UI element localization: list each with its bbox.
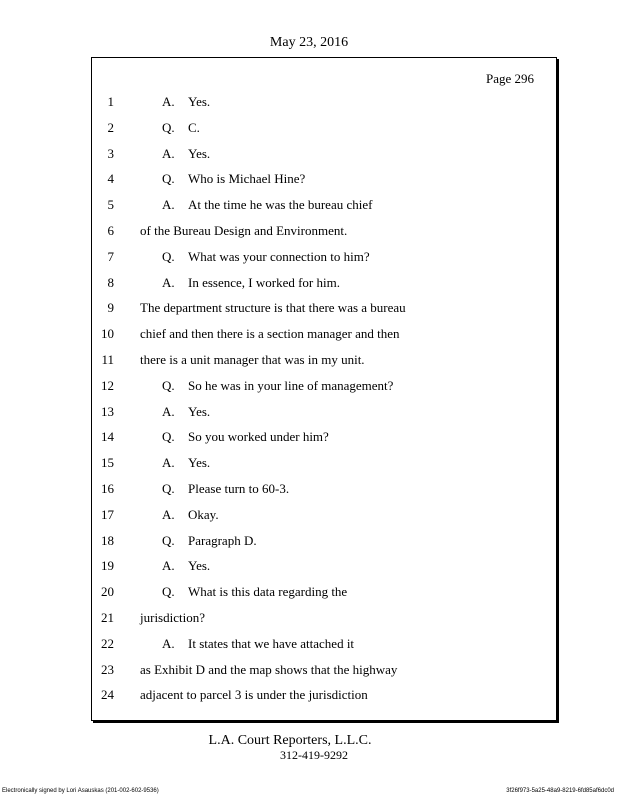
speaker-label: A. — [162, 145, 175, 161]
line-text: Yes. — [188, 403, 211, 419]
line-number: 6 — [107, 223, 114, 238]
line-number: 12 — [101, 377, 114, 393]
line-text: jurisdiction? — [140, 610, 205, 625]
speaker-label: Q. — [162, 248, 175, 264]
line-number: 17 — [101, 506, 114, 522]
speaker-label: A. — [162, 94, 175, 109]
speaker-label: A. — [162, 274, 175, 290]
line-text: Yes. — [188, 558, 211, 574]
speaker-label: Q. — [162, 481, 175, 496]
line-text: adjacent to parcel 3 is under the jurisdiction — [140, 687, 368, 703]
line-text: Yes. — [188, 145, 211, 161]
footer-phone: 312-419-9292 — [280, 748, 348, 762]
line-text: Okay. — [188, 506, 219, 522]
line-text: there is a unit manager that was in my unit. — [140, 352, 365, 367]
line-number: 7 — [107, 248, 114, 264]
speaker-label: Q. — [162, 584, 175, 600]
line-number: 19 — [101, 558, 114, 574]
line-text: So you worked under him? — [188, 429, 329, 445]
line-text: of the Bureau Design and Environment. — [140, 223, 348, 238]
line-text: The department structure is that there was a bureau — [140, 300, 406, 316]
speaker-label: A. — [162, 635, 175, 651]
speaker-label: A. — [162, 506, 175, 522]
line-text: In essence, I worked for him. — [188, 274, 340, 290]
speaker-label: A. — [162, 455, 175, 471]
line-text: At the time he was the bureau chief — [188, 197, 373, 213]
speaker-label: Q. — [162, 377, 175, 393]
speaker-label: Q. — [162, 429, 175, 445]
header-date: May 23, 2016 — [269, 35, 349, 50]
line-number: 21 — [101, 610, 114, 625]
line-number: 4 — [107, 171, 114, 187]
line-text: Yes. — [188, 94, 211, 109]
line-text: What is this data regarding the — [188, 584, 348, 600]
line-number: 5 — [107, 197, 114, 213]
line-number: 8 — [107, 274, 114, 290]
footer-company: L.A. Court Reporters, L.L.C. — [208, 733, 372, 748]
line-number: 20 — [101, 584, 114, 600]
line-number: 18 — [101, 532, 114, 548]
line-number: 22 — [101, 635, 114, 651]
line-text: What was your connection to him? — [188, 248, 370, 264]
line-text: Yes. — [188, 455, 211, 471]
speaker-label: A. — [162, 403, 175, 419]
line-number: 2 — [107, 119, 114, 135]
line-number: 3 — [107, 145, 114, 161]
line-number: 14 — [101, 429, 114, 445]
line-text: Please turn to 60-3. — [188, 481, 290, 496]
line-text: chief and then there is a section manager and then — [140, 326, 400, 342]
line-number: 9 — [107, 300, 114, 316]
page-number: Page 296 — [485, 71, 534, 86]
footer-doc-id: 3f26f973-5a25-48a9-8219-6fd85af6dc0d — [506, 788, 614, 794]
transcript-page — [91, 57, 557, 721]
line-number: 10 — [101, 326, 114, 342]
line-text: It states that we have attached it — [188, 635, 355, 651]
speaker-label: A. — [162, 197, 175, 213]
footer-signature: Electronically signed by Lori Asauskas (201-002-602-9536) — [2, 788, 159, 794]
line-text: So he was in your line of management? — [188, 377, 394, 393]
speaker-label: Q. — [162, 171, 175, 187]
line-number: 1 — [107, 94, 114, 109]
line-text: as Exhibit D and the map shows that the highway — [140, 661, 398, 677]
line-number: 23 — [101, 661, 114, 677]
speaker-label: Q. — [162, 532, 175, 548]
line-text: C. — [188, 119, 200, 135]
line-text: Paragraph D. — [188, 532, 257, 548]
line-number: 16 — [101, 481, 114, 496]
speaker-label: A. — [162, 558, 175, 574]
line-number: 15 — [101, 455, 114, 471]
line-number: 24 — [101, 687, 114, 703]
line-number: 11 — [101, 352, 114, 367]
speaker-label: Q. — [162, 119, 175, 135]
line-number: 13 — [101, 403, 114, 419]
line-text: Who is Michael Hine? — [188, 171, 306, 187]
